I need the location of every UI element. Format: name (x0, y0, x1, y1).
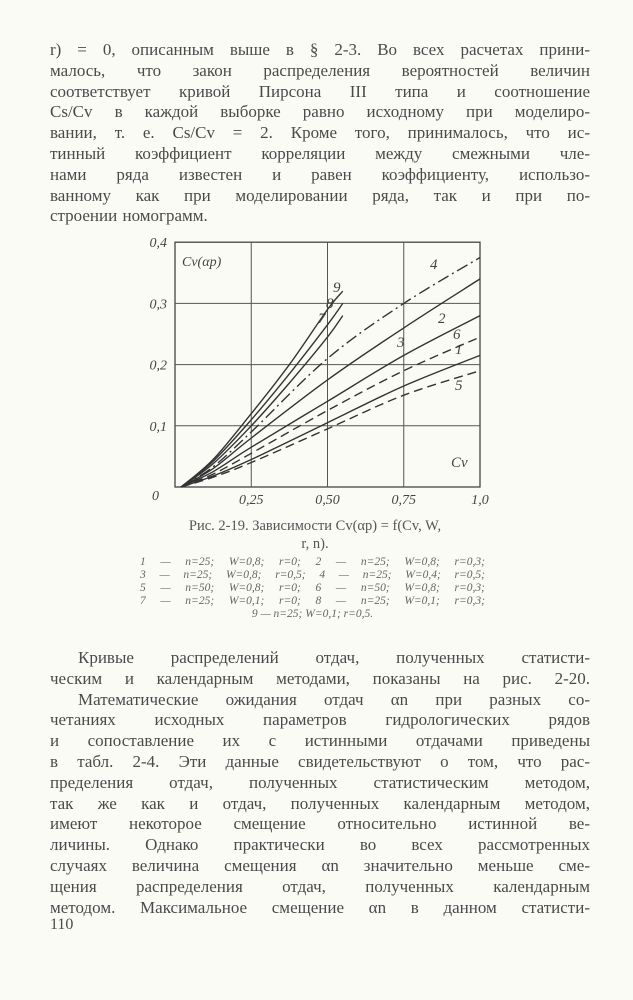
series-line-5 (181, 371, 480, 487)
series-label-5: 5 (455, 378, 463, 394)
text-line: малось, что закон распределения вероятностей величин (50, 60, 590, 80)
x-tick-label: 0,50 (315, 493, 340, 508)
x-axis-label: Cv (451, 455, 468, 471)
text-line: щения распределения отдач, полученных календарным (50, 876, 590, 896)
x-tick-label: 0,25 (239, 493, 264, 508)
legend-entry: 7 — n=25; W=0,1; r=0; 8 — n=25; W=0,1; r=0,3; (140, 595, 485, 607)
top-paragraph (50, 40, 590, 227)
text-line: Cs/Cv в каждой выборке равно исходному при моделиро- (50, 102, 590, 122)
bottom-paragraph (50, 648, 590, 918)
figure-legend (140, 556, 485, 621)
text-line: в табл. 2-4. Эти данные свидетельствуют о том, что рас- (50, 751, 590, 771)
y-tick-label: 0,4 (149, 236, 167, 252)
legend-entry: 3 — n=25; W=0,8; r=0,5; 4 — n=25; W=0,4; r=0,5; (140, 569, 485, 581)
text-line: методом. Максимальное смещение αn в данном статисти- (50, 897, 590, 917)
text-line: так же как и отдач, полученных календарным методом, (50, 793, 590, 813)
text-line: Математические ожидания отдач αn при разных со- (78, 689, 590, 709)
text-line: строении номограмм. (50, 206, 208, 226)
text-line: имеют некоторое смещение относительно истинной ве- (50, 814, 590, 834)
series-label-2: 2 (438, 311, 446, 327)
figure-caption (100, 517, 530, 553)
page-number: 110 (50, 916, 74, 933)
origin-label: 0 (152, 489, 159, 504)
text-line: Кривые распределений отдач, полученных статисти- (78, 648, 590, 667)
series-line-8 (181, 303, 343, 487)
y-axis-label: Cv(αp) (182, 255, 222, 270)
series-line-2 (181, 316, 480, 487)
series-label-1: 1 (455, 342, 463, 358)
text-line: соответствует кривой Пирсона III типа и соотношение (50, 81, 590, 101)
text-line: случаях величина смещения αn значительно меньше сме- (50, 855, 590, 875)
legend-entry: 5 — n=50; W=0,8; r=0; 6 — n=50; W=0,8; r=0,3; (140, 582, 485, 594)
text-line: и сопоставление их с истинными отдачами приведены (50, 731, 590, 751)
x-tick-label: 1,0 (471, 493, 489, 508)
text-line: четаниях исходных параметров гидрологических рядов (50, 710, 590, 730)
x-tick-label: 0,75 (391, 493, 416, 508)
text-line: тинный коэффициент корреляции между смежными чле- (50, 143, 590, 163)
series-label-6: 6 (453, 327, 461, 343)
text-line: личины. Однако практически во всех рассмотренных (50, 835, 590, 855)
series-label-3: 3 (397, 335, 405, 351)
series-label-8: 8 (326, 296, 334, 312)
text-line: r) = 0, описанным выше в § 2-3. Во всех расчетах прини- (50, 40, 590, 59)
legend-entry: 1 — n=25; W=0,8; r=0; 2 — n=25; W=0,8; r=0,3; (140, 556, 485, 568)
caption-line: r, n). (301, 536, 329, 552)
legend-entry: 9 — n=25; W=0,1; r=0,5. (251, 608, 374, 620)
series-label-9: 9 (333, 280, 341, 296)
y-tick-label: 0,3 (149, 297, 167, 313)
text-line: ческим и календарным методами, показаны на рис. 2-20. (50, 668, 590, 688)
series-label-4: 4 (430, 257, 438, 273)
figure-2-19-chart (140, 235, 500, 520)
text-line: вании, т. е. Cs/Cv = 2. Кроме того, принималось, что ис- (50, 123, 590, 143)
text-line: пределения отдач, полученных статистическим методом, (50, 772, 590, 792)
caption-line: Рис. 2-19. Зависимости Cv(αp) = f(Cv, W, (188, 518, 442, 534)
y-tick-label: 0,1 (149, 419, 167, 435)
text-line: нами ряда известен и равен коэффициенту, использо- (50, 164, 590, 184)
text-line: ванному как при моделировании ряда, так и при по- (50, 185, 590, 205)
y-tick-label: 0,2 (149, 358, 167, 374)
series-label-7: 7 (318, 311, 326, 327)
